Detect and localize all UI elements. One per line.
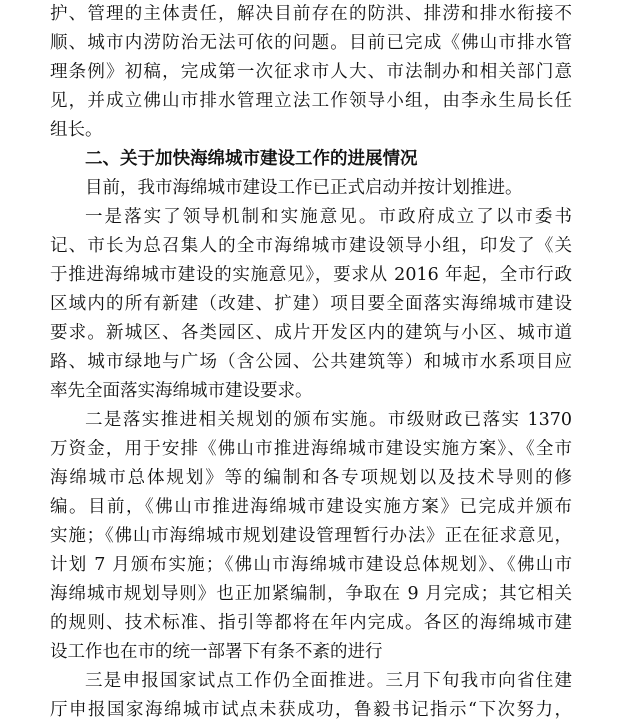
body-line: 目前，我市海绵城市建设工作已正式启动并按计划推进。 (85, 178, 523, 198)
body-line: 要求。新城区、各类园区、成片开发区内的建筑与小区、城市道 (50, 323, 572, 343)
body-line: 编。目前，《佛山市推进海绵城市建设实施方案》已完成并颁布 (50, 497, 572, 517)
body-line: 海绵城市规划导则》也正加紧编制，争取在 9 月完成；其它相关 (50, 584, 572, 604)
body-line: 一是落实了领导机制和实施意见。市政府成立了以市委书 (85, 207, 572, 227)
body-line: 万资金，用于安排《佛山市推进海绵城市建设实施方案》、《全市 (50, 439, 572, 459)
body-line: 海绵城市总体规划》等的编制和各专项规划以及技术导则的修 (50, 468, 572, 488)
body-line: 见，并成立佛山市排水管理立法工作领导小组，由李永生局长任 (50, 91, 572, 111)
body-line: 计划 7 月颁布实施；《佛山市海绵城市建设总体规划》、《佛山市 (50, 555, 572, 575)
body-line: 的规则、技术标准、指引等都将在年内完成。各区的海绵城市建 (50, 613, 572, 633)
body-line: 率先全面落实海绵城市建设要求。 (50, 381, 313, 401)
body-line: 路、城市绿地与广场（含公园、公共建筑等）和城市水系项目应 (50, 352, 572, 372)
body-line: 设工作也在市的统一部署下有条不紊的进行 (50, 642, 383, 662)
document-page (50, 0, 572, 728)
body-line: 组长。 (50, 120, 103, 140)
body-line: 实施；《佛山市海绵城市规划建设管理暂行办法》正在征求意见， (50, 526, 572, 546)
body-line: 二是落实推进相关规划的颁布实施。市级财政已落实 1370 (85, 410, 572, 430)
body-line: 护、管理的主体责任，解决目前存在的防洪、排涝和排水衔接不 (50, 4, 572, 24)
body-line: 理条例》初稿，完成第一次征求市人大、市法制办和相关部门意 (50, 62, 572, 82)
body-line: 于推进海绵城市建设的实施意见》，要求从 2016 年起，全市行政 (50, 265, 572, 285)
body-line: 区域内的所有新建（改建、扩建）项目要全面落实海绵城市建设 (50, 294, 572, 314)
body-line: 顺、城市内涝防治无法可依的问题。目前已完成《佛山市排水管 (50, 33, 572, 53)
body-line: 厅申报国家海绵城市试点未获成功，鲁毅书记指示“下次努力， (50, 700, 572, 720)
section-heading: 二、关于加快海绵城市建设工作的进展情况 (85, 149, 418, 169)
body-line: 三是申报国家试点工作仍全面推进。三月下旬我市向省住建 (85, 671, 572, 691)
body-line: 记、市长为总召集人的全市海绵城市建设领导小组，印发了《关 (50, 236, 572, 256)
